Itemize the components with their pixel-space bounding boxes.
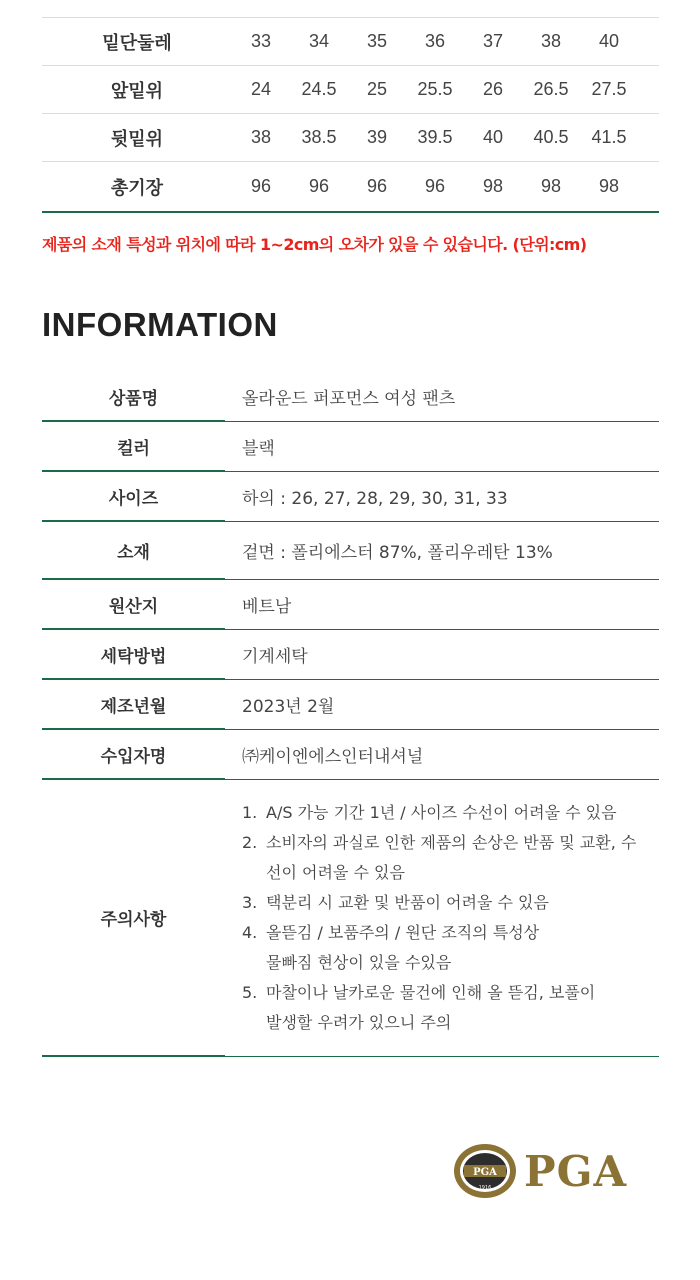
size-row-label: 뒷밑위 bbox=[110, 128, 164, 150]
care-item bbox=[242, 888, 659, 918]
size-cell: 26.5 bbox=[533, 79, 569, 99]
info-row-product-name bbox=[42, 372, 659, 422]
size-row-values bbox=[232, 79, 638, 100]
size-row-total-length bbox=[42, 162, 659, 213]
size-cell: 36 bbox=[424, 31, 446, 51]
size-row-back-rise bbox=[42, 114, 659, 162]
info-value: ㈜케이엔에스인터내셔널 bbox=[242, 747, 424, 767]
size-row-partial bbox=[42, 0, 659, 18]
care-item-number: 1. bbox=[242, 803, 258, 822]
pga-wordmark: PGA bbox=[524, 1146, 628, 1196]
info-row-manufacture-date bbox=[42, 680, 659, 730]
info-row-care bbox=[42, 780, 659, 1057]
size-cell: 40 bbox=[482, 127, 504, 147]
size-cell: 39 bbox=[366, 127, 388, 147]
care-item-number: 5. bbox=[242, 983, 258, 1002]
size-cell: 96 bbox=[366, 176, 388, 196]
size-cell: 98 bbox=[482, 176, 504, 196]
care-item bbox=[242, 828, 659, 888]
size-cell: 38.5 bbox=[301, 127, 337, 147]
size-row-label: 앞밑위 bbox=[110, 80, 164, 102]
care-item-text: 소비자의 과실로 인한 제품의 손상은 반품 및 교환, 수 선이 어려울 수 있음 bbox=[266, 833, 637, 882]
info-key: 수입자명 bbox=[42, 730, 225, 780]
care-item-number: 2. bbox=[242, 833, 258, 852]
care-item-text: 마찰이나 날카로운 물건에 인해 올 뜯김, 보풀이 발생할 우려가 있으니 주의 bbox=[266, 983, 596, 1032]
info-key: 세탁방법 bbox=[42, 630, 225, 680]
svg-text:1916: 1916 bbox=[478, 1185, 492, 1191]
size-cell: 38 bbox=[540, 31, 562, 51]
size-notice: 제품의 소재 특성과 위치에 따라 1~2cm의 오차가 있을 수 있습니다. (단위:cm) bbox=[42, 235, 587, 254]
size-cell: 96 bbox=[308, 176, 330, 196]
size-cell: 41.5 bbox=[591, 127, 627, 147]
size-cell: 98 bbox=[598, 176, 620, 196]
size-cell: 26 bbox=[482, 79, 504, 99]
info-row-material bbox=[42, 522, 659, 580]
info-row-origin bbox=[42, 580, 659, 630]
size-row-values bbox=[232, 31, 638, 52]
size-row-label: 총기장 bbox=[110, 177, 164, 199]
info-row-washing bbox=[42, 630, 659, 680]
info-key: 컬러 bbox=[42, 422, 225, 472]
size-cell: 27.5 bbox=[591, 79, 627, 99]
care-list bbox=[242, 798, 659, 1038]
info-row-color bbox=[42, 422, 659, 472]
care-item-text: 올뜯김 / 보품주의 / 원단 조직의 특성상 물빠짐 현상이 있을 수있음 bbox=[266, 923, 540, 972]
care-item-number: 3. bbox=[242, 893, 258, 912]
info-key: 상품명 bbox=[42, 372, 225, 422]
svg-text:PGA: PGA bbox=[473, 1167, 497, 1178]
info-key: 원산지 bbox=[42, 580, 225, 630]
info-key: 주의사항 bbox=[42, 780, 225, 1057]
info-value: 베트남 bbox=[242, 597, 292, 617]
size-cell: 96 bbox=[250, 176, 272, 196]
size-row-hem bbox=[42, 18, 659, 66]
size-cell: 33 bbox=[250, 31, 272, 51]
info-value: 겉면 : 폴리에스터 87%, 폴리우레탄 13% bbox=[242, 543, 553, 563]
info-value: 블랙 bbox=[242, 439, 275, 459]
size-row-front-rise bbox=[42, 66, 659, 114]
info-key: 제조년월 bbox=[42, 680, 225, 730]
info-value: 기계세탁 bbox=[242, 647, 308, 667]
information-table bbox=[42, 372, 659, 1057]
size-row-values bbox=[232, 176, 638, 197]
care-item bbox=[242, 798, 659, 828]
size-table bbox=[42, 0, 659, 213]
care-item-text: A/S 가능 기간 1년 / 사이즈 수선이 어려울 수 있음 bbox=[266, 803, 617, 822]
size-cell: 98 bbox=[540, 176, 562, 196]
size-cell: 39.5 bbox=[417, 127, 453, 147]
info-value bbox=[225, 798, 659, 1038]
size-cell: 34 bbox=[308, 31, 330, 51]
size-cell: 35 bbox=[366, 31, 388, 51]
info-row-importer bbox=[42, 730, 659, 780]
info-key: 소재 bbox=[42, 522, 225, 580]
size-cell: 24 bbox=[250, 79, 272, 99]
information-title: INFORMATION bbox=[42, 306, 278, 343]
size-row-values bbox=[232, 127, 638, 148]
info-value: 하의 : 26, 27, 28, 29, 30, 31, 33 bbox=[242, 489, 508, 509]
care-item-text: 택분리 시 교환 및 반품이 어려울 수 있음 bbox=[266, 893, 549, 912]
care-item-number: 4. bbox=[242, 923, 258, 942]
size-cell: 40.5 bbox=[533, 127, 569, 147]
care-item bbox=[242, 978, 659, 1038]
size-row-label: 밑단둘레 bbox=[102, 32, 172, 54]
size-cell: 37 bbox=[482, 31, 504, 51]
info-value: 올라운드 퍼포먼스 여성 팬츠 bbox=[242, 389, 456, 409]
care-item bbox=[242, 918, 659, 978]
size-cell: 25.5 bbox=[417, 79, 453, 99]
info-value: 2023년 2월 bbox=[242, 697, 335, 717]
pga-seal-icon bbox=[452, 1142, 518, 1200]
size-cell: 40 bbox=[598, 31, 620, 51]
info-row-size bbox=[42, 472, 659, 522]
size-cell: 38 bbox=[250, 127, 272, 147]
pga-logo bbox=[452, 1142, 627, 1200]
info-key: 사이즈 bbox=[42, 472, 225, 522]
size-cell: 96 bbox=[424, 176, 446, 196]
size-cell: 25 bbox=[366, 79, 388, 99]
size-cell: 24.5 bbox=[301, 79, 337, 99]
